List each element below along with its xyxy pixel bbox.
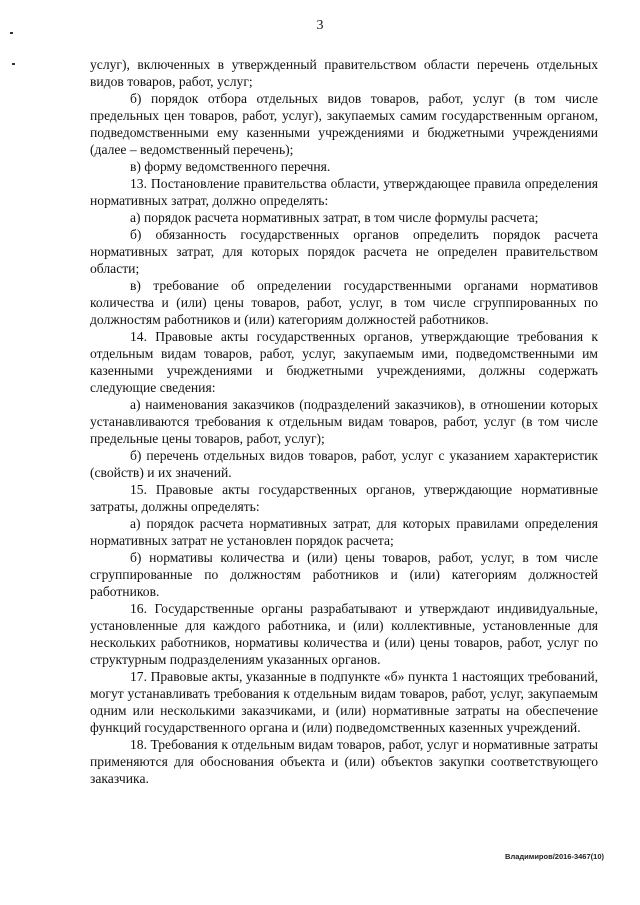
- paragraph: б) перечень отдельных видов товаров, работ, услуг с указанием характеристик (свойств) и их значений.: [90, 448, 598, 480]
- paragraph: а) порядок расчета нормативных затрат, для которых правилами определения нормативных затрат не установлен порядок расчета;: [90, 516, 598, 548]
- paragraph: в) форму ведомственного перечня.: [130, 159, 331, 174]
- paragraph: 14. Правовые акты государственных органов, утверждающие требования к отдельным видам товаров, работ, услуг, закупаемым ими, подведомственными им казенными учреждениями и бюджетными учреждениями, должны содержать следующие сведения:: [90, 329, 598, 395]
- paragraph: б) обязанность государственных органов определить порядок расчета нормативных затрат, для которых порядок расчета не определен правительством области;: [90, 227, 598, 276]
- paragraph: а) порядок расчета нормативных затрат, в том числе формулы расчета;: [130, 210, 539, 225]
- paragraph: 13. Постановление правительства области, утверждающее правила определения нормативных затрат, должно определять:: [90, 176, 598, 208]
- paragraph: а) наименования заказчиков (подразделений заказчиков), в отношении которых устанавливаются требования к отдельным видам товаров, работ, услуг (в том числе предельные цены товаров, работ, услуг);: [90, 397, 598, 446]
- scan-speck: [10, 32, 13, 34]
- paragraph: 15. Правовые акты государственных органов, утверждающие нормативные затраты, должны определять:: [90, 482, 598, 514]
- paragraph: в) требование об определении государственными органами нормативов количества и (или) цены товаров, работ, услуг, в том числе сгруппированных по должностям работников и (или) категориям должностей работников.: [90, 278, 598, 327]
- paragraph: б) нормативы количества и (или) цены товаров, работ, услуг, в том числе сгруппированные по должностям работников и (или) категориям должностей работников.: [90, 550, 598, 599]
- paragraph: услуг), включенных в утвержденный правительством области перечень отдельных видов товаров, работ, услуг;: [90, 57, 598, 89]
- document-registration-code: Владимиров/2016-3467(10): [505, 852, 604, 861]
- page-number: 3: [316, 18, 324, 33]
- paragraph: 17. Правовые акты, указанные в подпункте «б» пункта 1 настоящих требований, могут устанавливать требования к отдельным видам товаров, работ, услуг, закупаемым одним или несколькими заказчиками, и (или) нормативные затраты на обеспечение функций государственного органа и (или) подведомственных казенных учреждений.: [90, 669, 598, 735]
- paragraph: б) порядок отбора отдельных видов товаров, работ, услуг (в том числе предельных цен товаров, работ, услуг), закупаемых самим государственным органом, подведомственными ему казенными учреждениями и бюджетными учреждениями (далее – ведомственный перечень);: [90, 91, 598, 157]
- document-body: [90, 56, 598, 787]
- paragraph: 18. Требования к отдельным видам товаров, работ, услуг и нормативные затраты применяются для обоснования объекта и (или) объектов закупки соответствующего заказчика.: [90, 737, 598, 786]
- scan-speck: [12, 63, 15, 65]
- paragraph: 16. Государственные органы разрабатывают и утверждают индивидуальные, установленные для каждого работника, и (или) коллективные, установленные для нескольких работников, нормативы количества и (или) цены товаров, работ, услуг по структурным подразделениям указанных органов.: [90, 601, 598, 667]
